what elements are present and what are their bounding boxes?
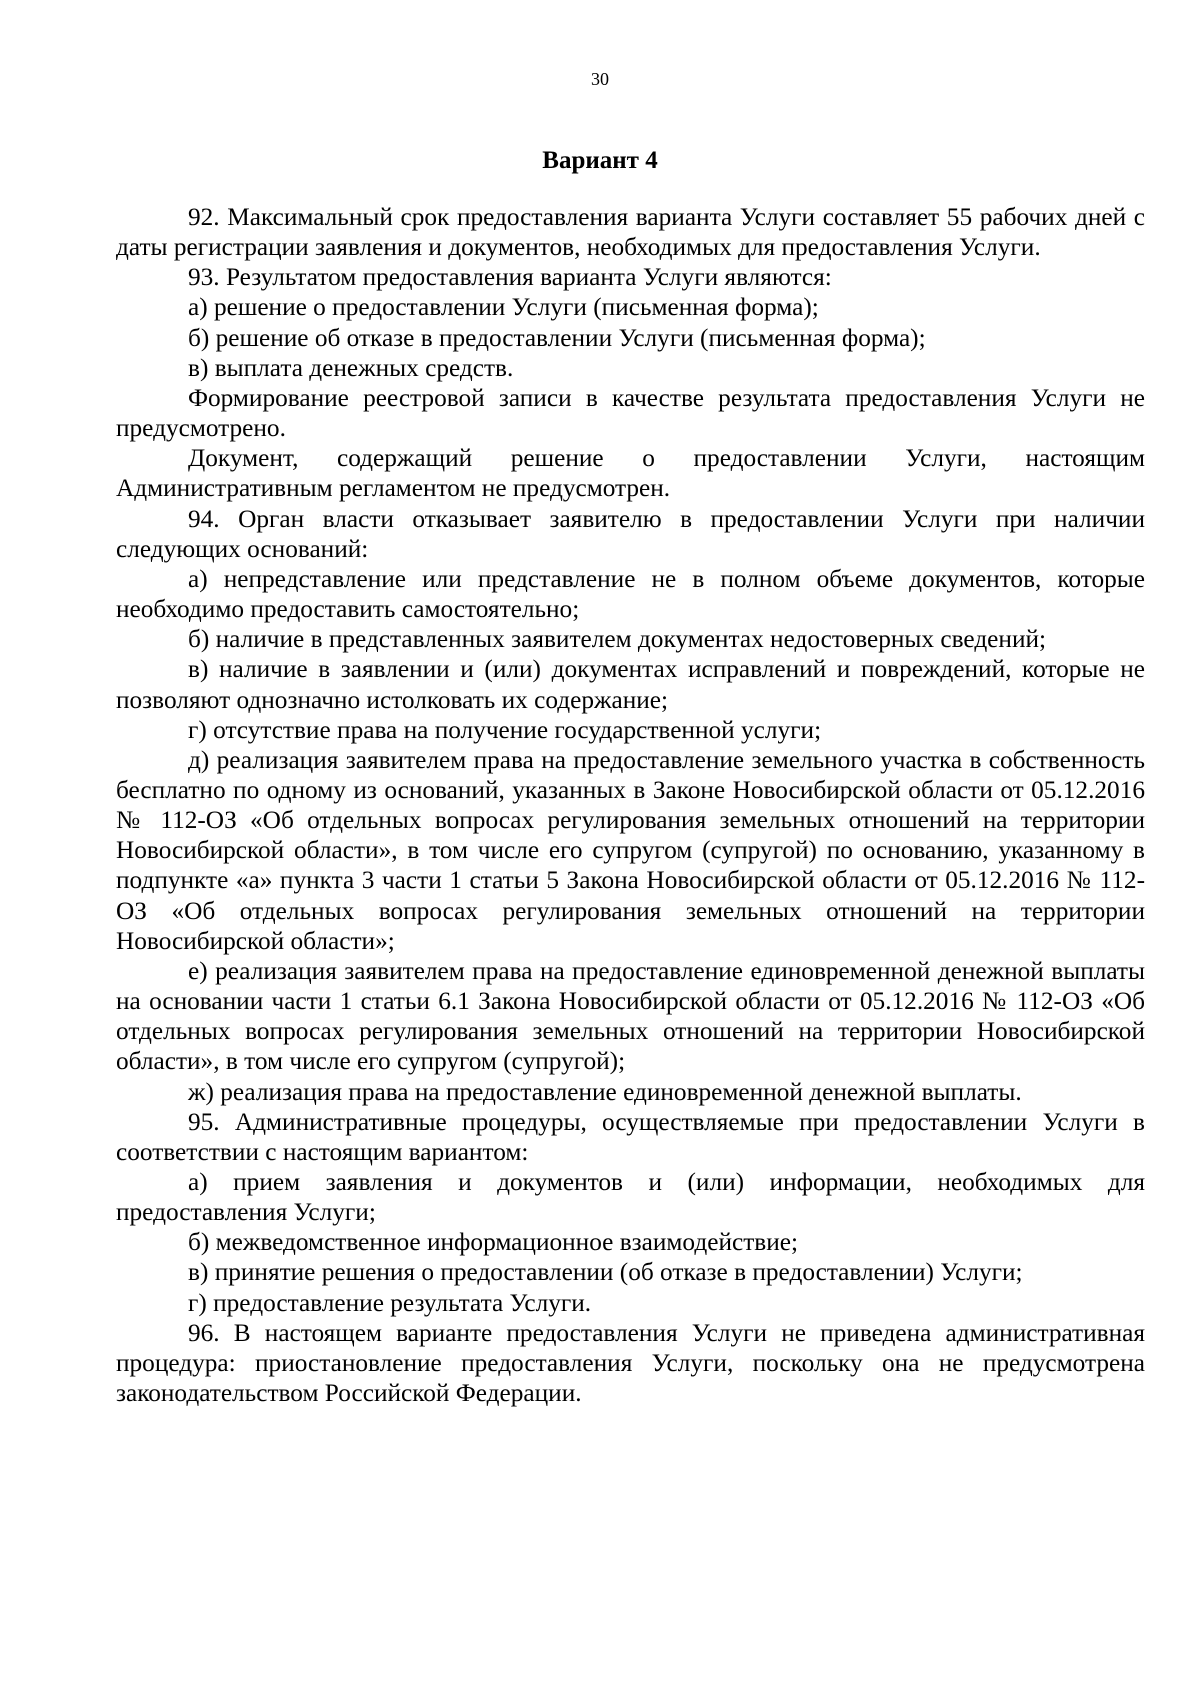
paragraph-93: 93. Результатом предоставления варианта Услуги являются: (188, 263, 832, 292)
list-item-93-b: б) решение об отказе в предоставлении Услуги (письменная форма); (188, 323, 926, 352)
list-item-93-v: в) выплата денежных средств. (188, 353, 514, 382)
paragraph-95: 95. Административные процедуры, осуществляемые при предоставлении Услуги в соответствии с настоящим вариантом: (116, 1107, 1145, 1166)
paragraph-92: 92. Максимальный срок предоставления варианта Услуги составляет 55 рабочих дней с даты регистрации заявления и документов, необходимых для предоставления Услуги. (116, 203, 1145, 262)
list-item-94-g: г) отсутствие права на получение государственной услуги; (188, 715, 822, 744)
list-item-95-g: г) предоставление результата Услуги. (188, 1288, 592, 1317)
paragraph-94: 94. Орган власти отказывает заявителю в предоставлении Услуги при наличии следующих оснований: (116, 504, 1145, 563)
list-item-95-b: б) межведомственное информационное взаимодействие; (188, 1228, 799, 1257)
list-item-94-v: в) наличие в заявлении и (или) документах исправлений и повреждений, которые не позволяют однозначно истолковать их содержание; (116, 655, 1145, 714)
list-item-94-b: б) наличие в представленных заявителем документах недостоверных сведений; (188, 625, 1047, 654)
list-item-95-v: в) принятие решения о предоставлении (об отказе в предоставлении) Услуги; (188, 1258, 1023, 1287)
paragraph-registry-record: Формирование реестровой записи в качестве результата предоставления Услуги не предусмотрено. (116, 383, 1145, 443)
paragraph-decision-document: Документ, содержащий решение о предоставлении Услуги, настоящим Административным регламентом не предусмотрен. (116, 444, 1145, 503)
page-number: 30 (591, 69, 609, 89)
paragraph-96: 96. В настоящем варианте предоставления Услуги не приведена административная процедура: приостановление предоставления Услуги, поскольку она не предусмотрена законодательством Российской Федерации. (116, 1318, 1145, 1408)
document-body (116, 202, 1145, 1408)
list-item-93-a: а) решение о предоставлении Услуги (письменная форма); (188, 293, 819, 322)
section-heading: Вариант 4 (542, 147, 658, 174)
list-item-95-a: а) прием заявления и документов и (или) информации, необходимых для предоставления Услуги; (116, 1168, 1145, 1227)
list-item-94-a: а) непредставление или представление не в полном объеме документов, которые необходимо предоставить самостоятельно; (116, 564, 1145, 624)
list-item-94-zh: ж) реализация права на предоставление единовременной денежной выплаты. (188, 1077, 1022, 1106)
list-item-94-d: д) реализация заявителем права на предоставление земельного участка в собственность бесплатно по одному из оснований, указанных в Законе Новосибирской области от 05.12.2016 № 112-ОЗ «Об отдельных вопросах регулирования земельных отношений на территории Новосибирской области», в том числе его супругом (супругой) по основанию, указанному в подпункте «а» пункта 3 части 1 статьи 5 Закона Новосибирской области от 05.12.2016 № 112-ОЗ «Об отдельных вопросах регулирования земельных отношений на территории Новосибирской области»; (116, 745, 1145, 955)
list-item-94-e: е) реализация заявителем права на предоставление единовременной денежной выплаты на основании части 1 статьи 6.1 Закона Новосибирской области от 05.12.2016 № 112-ОЗ «Об отдельных вопросах регулирования земельных отношений на территории Новосибирской области», в том числе его супругом (супругой); (116, 956, 1145, 1076)
